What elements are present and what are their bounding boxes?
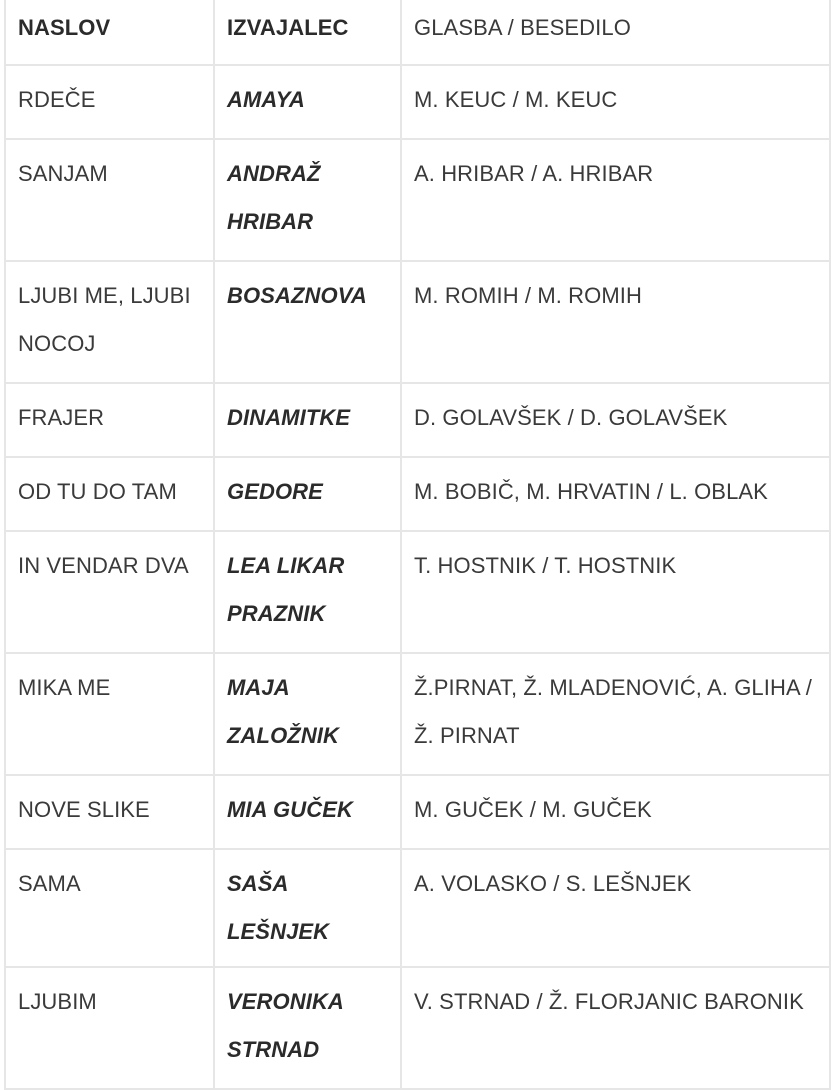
song-artist: MAJA ZALOŽNIK	[214, 653, 401, 775]
song-credits: M. BOBIČ, M. HRVATIN / L. OBLAK	[401, 457, 830, 531]
header-title: NASLOV	[5, 0, 214, 65]
song-artist: AMAYA	[214, 65, 401, 139]
song-credits: V. STRNAD / Ž. FLORJANIC BARONIK	[401, 967, 830, 1089]
table-row	[5, 531, 830, 653]
song-artist: MIA GUČEK	[214, 775, 401, 849]
table-header-row	[5, 0, 830, 65]
song-credits: A. VOLASKO / S. LEŠNJEK	[401, 849, 830, 967]
table-row	[5, 775, 830, 849]
song-credits: D. GOLAVŠEK / D. GOLAVŠEK	[401, 383, 830, 457]
table-row	[5, 139, 830, 261]
song-credits: M. GUČEK / M. GUČEK	[401, 775, 830, 849]
song-artist: GEDORE	[214, 457, 401, 531]
songs-table	[4, 0, 831, 1090]
song-credits: M. KEUC / M. KEUC	[401, 65, 830, 139]
header-credits: GLASBA / BESEDILO	[401, 0, 830, 65]
song-artist: SAŠA LEŠNJEK	[214, 849, 401, 967]
song-artist: ANDRAŽ HRIBAR	[214, 139, 401, 261]
song-credits: A. HRIBAR / A. HRIBAR	[401, 139, 830, 261]
song-title: LJUBI ME, LJUBI NOCOJ	[5, 261, 214, 383]
song-title: NOVE SLIKE	[5, 775, 214, 849]
song-credits: T. HOSTNIK / T. HOSTNIK	[401, 531, 830, 653]
song-title: SAMA	[5, 849, 214, 967]
song-title: SANJAM	[5, 139, 214, 261]
table-row	[5, 65, 830, 139]
header-artist: IZVAJALEC	[214, 0, 401, 65]
table-row	[5, 849, 830, 967]
song-title: OD TU DO TAM	[5, 457, 214, 531]
table-row	[5, 383, 830, 457]
table-row	[5, 261, 830, 383]
song-title: FRAJER	[5, 383, 214, 457]
song-artist: DINAMITKE	[214, 383, 401, 457]
table-row	[5, 457, 830, 531]
table-row	[5, 653, 830, 775]
song-title: IN VENDAR DVA	[5, 531, 214, 653]
song-artist: LEA LIKAR PRAZNIK	[214, 531, 401, 653]
song-credits: Ž.PIRNAT, Ž. MLADENOVIĆ, A. GLIHA / Ž. PIRNAT	[401, 653, 830, 775]
song-title: LJUBIM	[5, 967, 214, 1089]
song-artist: VERONIKA STRNAD	[214, 967, 401, 1089]
song-credits: M. ROMIH / M. ROMIH	[401, 261, 830, 383]
song-title: RDEČE	[5, 65, 214, 139]
song-title: MIKA ME	[5, 653, 214, 775]
table-row	[5, 967, 830, 1089]
song-artist: BOSAZNOVA	[214, 261, 401, 383]
